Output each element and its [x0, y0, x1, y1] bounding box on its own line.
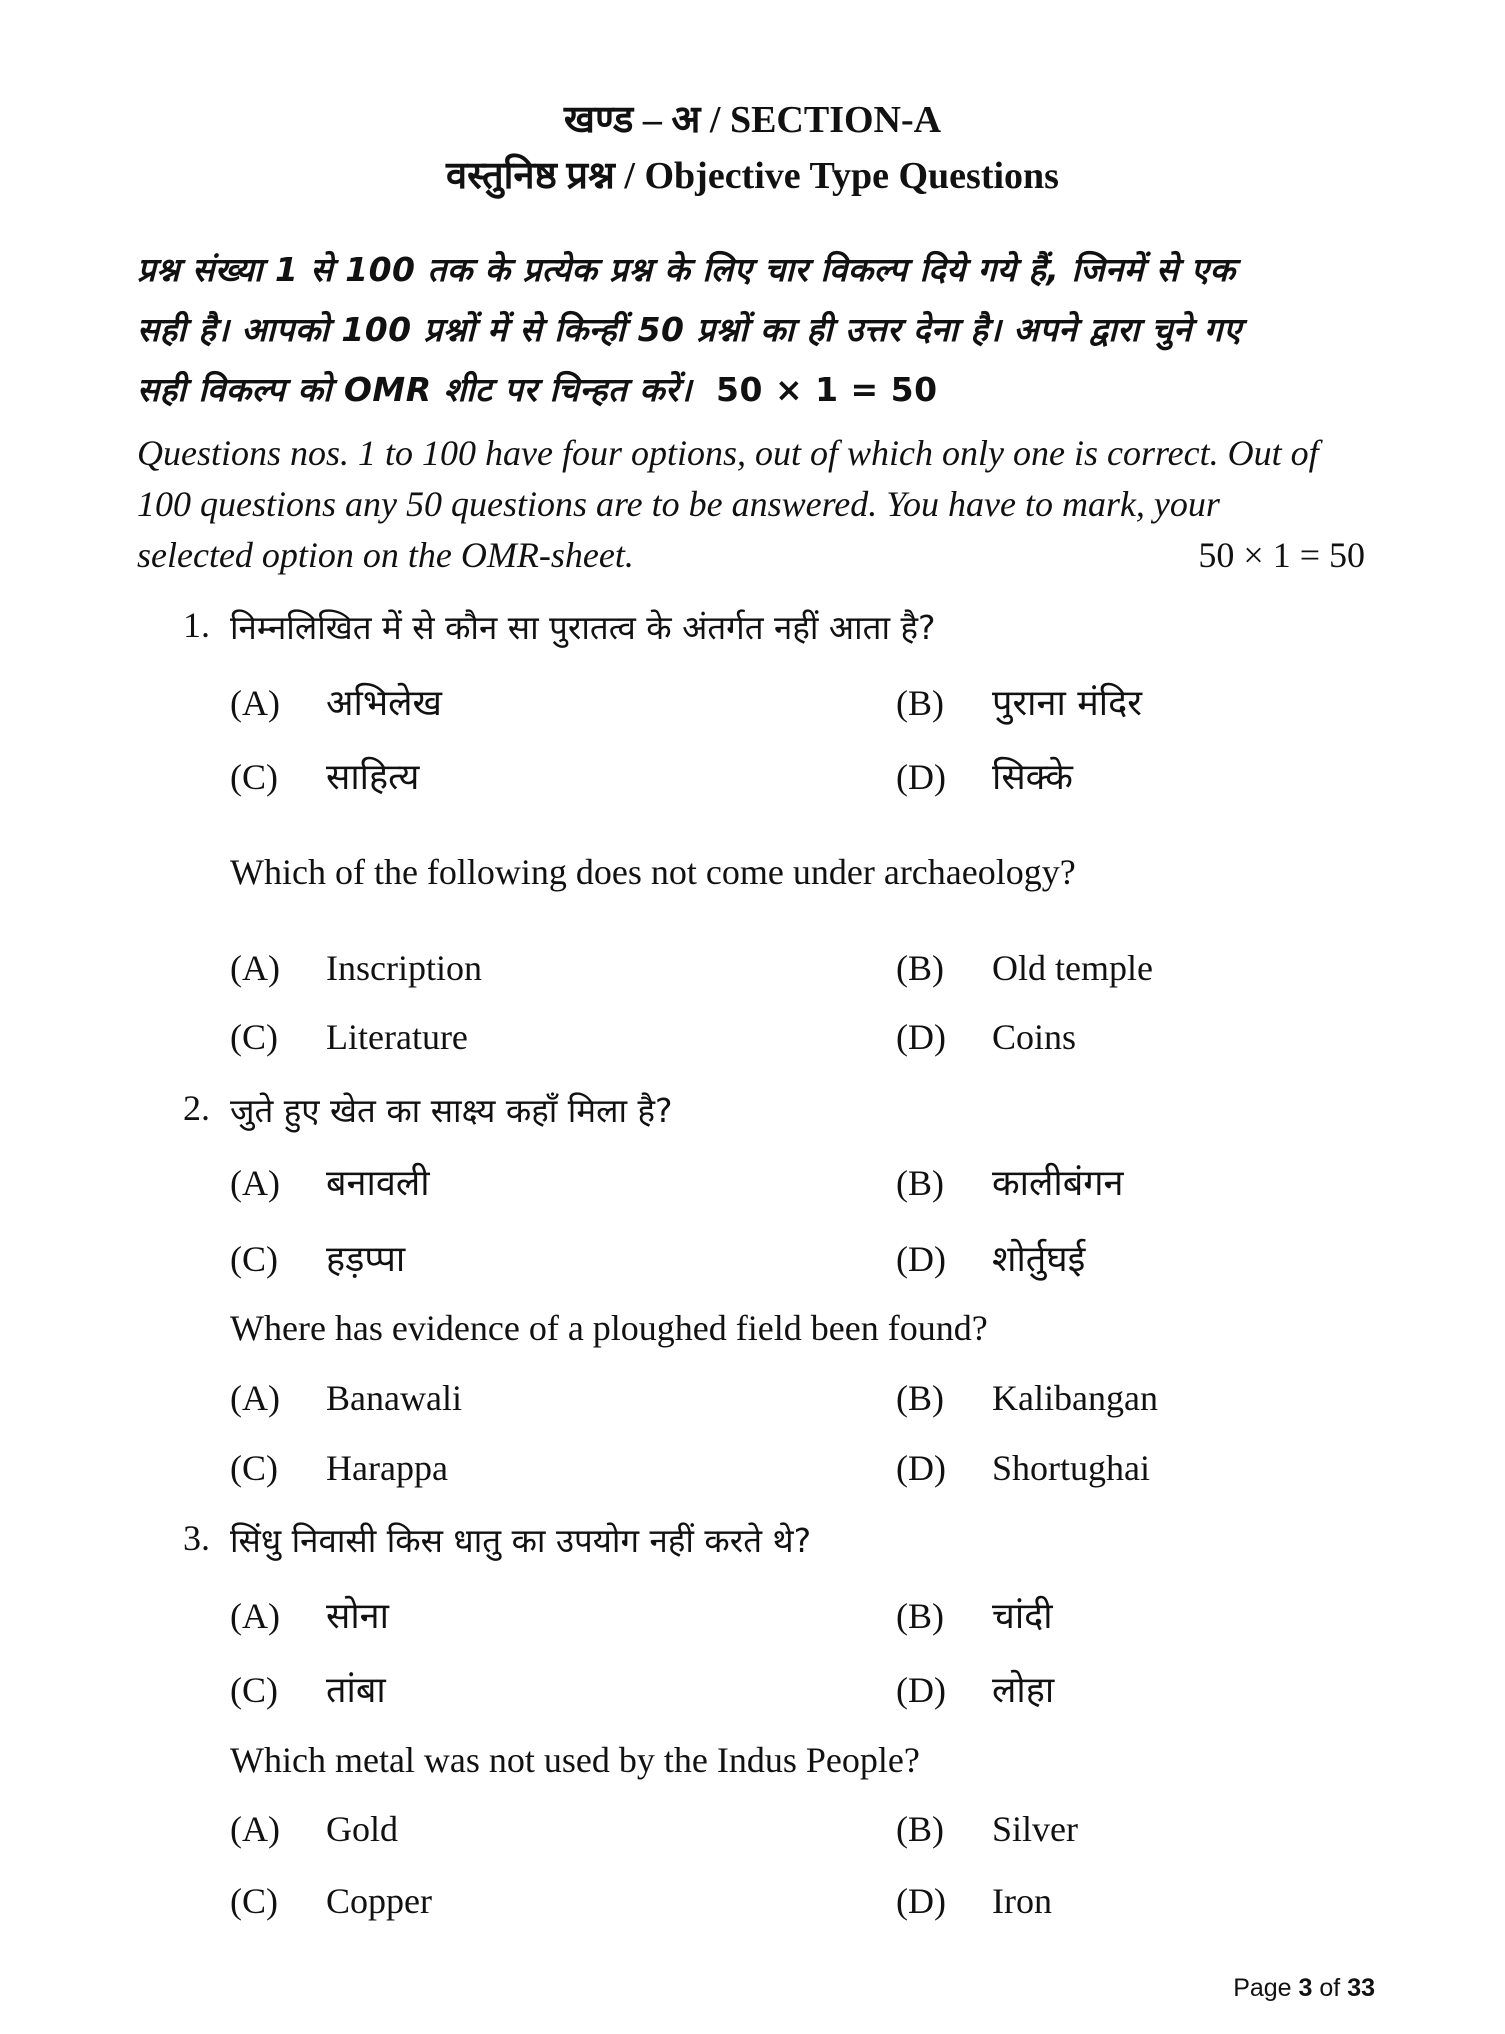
option-d-hindi: (D) सिक्के: [896, 757, 1073, 798]
option-a-english: (A) Banawali: [230, 1378, 462, 1418]
english-instruction-line: selected option on the OMR-sheet.: [137, 535, 634, 575]
hindi-instruction-text: सही विकल्प को OMR शीट पर चिन्हत करें।: [137, 370, 693, 409]
hindi-marks: 50 × 1 = 50: [716, 370, 938, 409]
option-a-english: (A) Gold: [230, 1809, 398, 1849]
option-b-hindi: (B) कालीबंगन: [896, 1163, 1124, 1204]
question-hindi: सिंधु निवासी किस धातु का उपयोग नहीं करते थे?: [230, 1521, 812, 1560]
option-a-english: (A) Inscription: [230, 948, 482, 988]
option-d-english: (D) Coins: [896, 1017, 1077, 1057]
question-number: 2.: [183, 1088, 210, 1128]
question-english: Where has evidence of a ploughed field been found?: [230, 1308, 988, 1348]
page-number: Page 3 of 33: [1233, 1974, 1375, 2002]
option-b-hindi: (B) चांदी: [896, 1596, 1053, 1637]
option-c-english: (C) Literature: [230, 1017, 468, 1057]
question-english: Which of the following does not come under archaeology?: [230, 852, 1076, 892]
option-a-hindi: (A) सोना: [230, 1596, 389, 1637]
option-d-english: (D) Iron: [896, 1881, 1052, 1921]
hindi-instruction-line: सही है। आपको 100 प्रश्नों में से किन्हीं 50 प्रश्नों का ही उत्तर देना है। अपने द्वारा चुने गए: [137, 310, 1242, 349]
option-b-english: (B) Old temple: [896, 948, 1153, 988]
question-hindi: जुते हुए खेत का साक्ष्य कहाँ मिला है?: [230, 1091, 673, 1130]
hindi-instruction-line: [137, 360, 1367, 420]
question-english: Which metal was not used by the Indus People?: [230, 1740, 920, 1780]
hindi-instructions: [137, 240, 1367, 420]
option-a-hindi: (A) अभिलेख: [230, 683, 442, 724]
option-b-english: (B) Kalibangan: [896, 1378, 1158, 1418]
question-number: 1.: [183, 605, 210, 645]
option-d-english: (D) Shortughai: [896, 1448, 1150, 1488]
question-hindi: निम्नलिखित में से कौन सा पुरातत्व के अंतर्गत नहीं आता है?: [230, 608, 936, 647]
option-a-hindi: (A) बनावली: [230, 1163, 430, 1204]
section-subtitle: वस्तुनिष्ठ प्रश्न / Objective Type Questions: [446, 155, 1059, 197]
option-c-hindi: (C) साहित्य: [230, 757, 420, 798]
option-d-hindi: (D) लोहा: [896, 1670, 1055, 1711]
hindi-instruction-line: प्रश्न संख्या 1 से 100 तक के प्रत्येक प्रश्न के लिए चार विकल्प दिये गये हैं, जिनमें से एक: [137, 250, 1236, 289]
section-heading: खण्ड – अ / SECTION-A: [563, 99, 942, 141]
option-b-hindi: (B) पुराना मंदिर: [896, 683, 1142, 724]
option-c-hindi: (C) हड़प्पा: [230, 1239, 406, 1280]
english-instructions: [137, 428, 1365, 581]
option-c-english: (C) Harappa: [230, 1448, 448, 1488]
option-d-hindi: (D) शोर्तुघई: [896, 1239, 1086, 1280]
english-instruction-line: Questions nos. 1 to 100 have four options, out of which only one is correct. Out of: [137, 433, 1319, 473]
english-instruction-line: 100 questions any 50 questions are to be answered. You have to mark, your: [137, 484, 1220, 524]
option-c-english: (C) Copper: [230, 1881, 432, 1921]
question-number: 3.: [183, 1518, 210, 1558]
english-marks: 50 × 1 = 50: [1198, 535, 1365, 575]
option-b-english: (B) Silver: [896, 1809, 1078, 1849]
option-c-hindi: (C) तांबा: [230, 1670, 386, 1711]
